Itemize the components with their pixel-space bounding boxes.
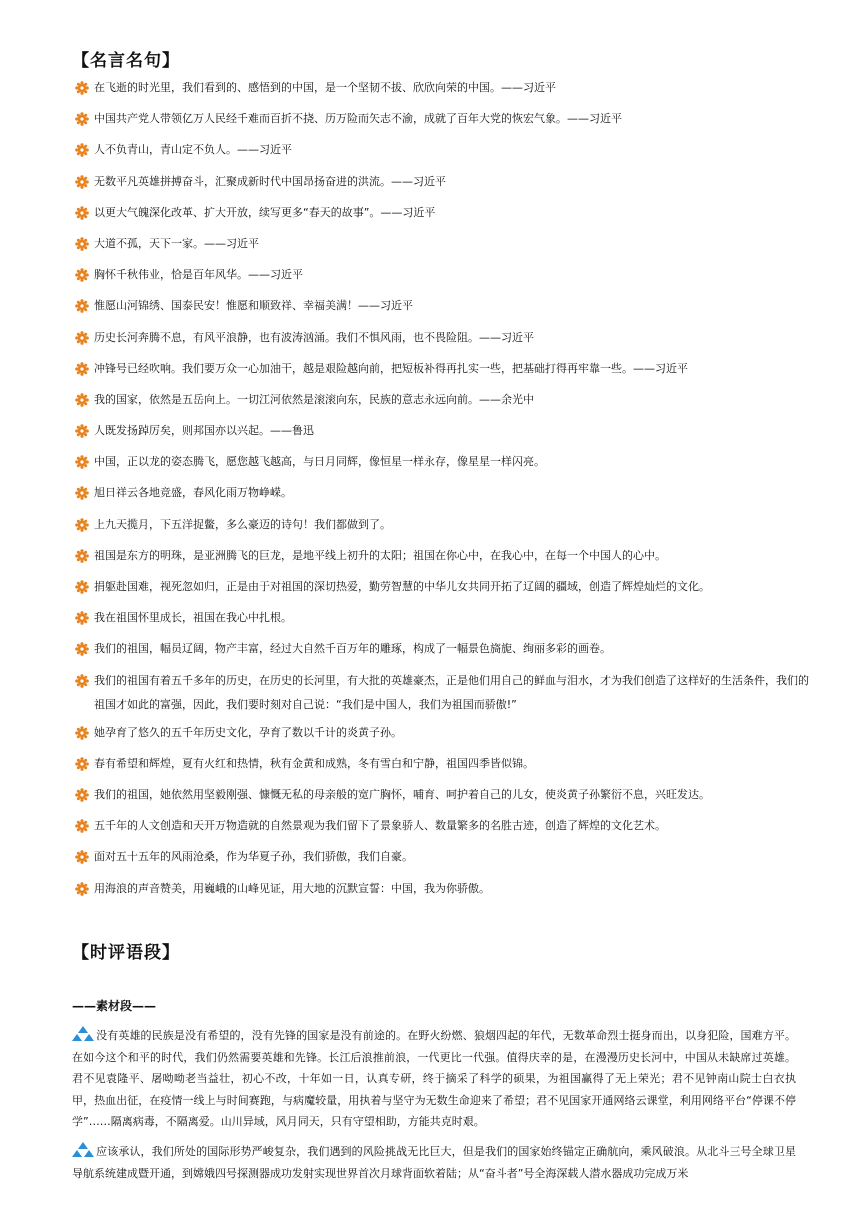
quote-text: 面对五十五年的风雨沧桑，作为华夏子孙，我们骄傲，我们自豪。 (94, 850, 413, 864)
quote-text: 惟愿山河锦绣、国泰民安！惟愿和顺致祥、幸福美满！——习近平 (94, 299, 413, 313)
quote-item (75, 388, 810, 419)
quote-item (75, 575, 810, 606)
quote-item (75, 481, 810, 512)
quote-item (75, 232, 810, 263)
quote-text: 五千年的人文创造和天开万物造就的自然景观为我们留下了景象骄人、数量繁多的名胜古迹，创造了辉煌的文化艺术。 (94, 819, 666, 833)
orange-gear-flower-icon (75, 299, 89, 313)
orange-gear-flower-icon (75, 362, 89, 376)
orange-gear-flower-icon (75, 237, 89, 251)
quote-item (75, 606, 810, 637)
orange-gear-flower-icon (75, 112, 89, 126)
blue-triangle-cluster-icon (72, 1141, 94, 1158)
quote-text: 我们的祖国，幅员辽阔，物产丰富，经过大自然千百万年的雕琢，构成了一幅景色旖旎、绚丽多彩的画卷。 (94, 642, 611, 656)
quote-text: 人既发扬踔厉矣，则邦国亦以兴起。——鲁迅 (94, 424, 314, 438)
quote-item (75, 201, 810, 232)
orange-gear-flower-icon (75, 518, 89, 532)
quote-item (75, 752, 810, 783)
quote-text: 我们的祖国有着五千多年的历史，在历史的长河里，有大批的英雄豪杰，正是他们用自己的鲜血与泪水，才为我们创造了这样好的生活条件，我们的祖国才如此的富强，因此，我们要时刻对自己说：“我们是中国人，我们为祖国而骄傲!” (94, 673, 809, 711)
quote-item (75, 76, 810, 107)
orange-gear-flower-icon (75, 850, 89, 864)
quote-item (75, 845, 810, 876)
quote-item (75, 544, 810, 575)
section-title-quotes: 【名言名句】 (72, 51, 180, 71)
orange-gear-flower-icon (75, 81, 89, 95)
quote-text: 春有希望和辉煌，夏有火红和热情，秋有金黄和成熟，冬有雪白和宁静，祖国四季皆似锦。 (94, 756, 534, 770)
quote-item (75, 326, 810, 357)
section-title-commentary: 【时评语段】 (72, 943, 180, 963)
orange-gear-flower-icon (75, 674, 89, 688)
blue-triangle-cluster-icon (72, 1025, 94, 1042)
quote-text: 胸怀千秋伟业，恰是百年风华。——习近平 (94, 268, 303, 282)
paragraph-text: 应该承认，我们所处的国际形势严峻复杂，我们遇到的风险挑战无比巨大，但是我们的国家始终锚定正确航向，乘风破浪。从北斗三号全球卫星导航系统建成暨开通，到嫦娥四号探测器成功发射实现世界首次月球背面软着陆；从“奋斗者”号全海深载人潜水器成功完成万米 (72, 1145, 796, 1180)
quote-item (75, 877, 810, 908)
quote-item (75, 783, 810, 814)
orange-gear-flower-icon (75, 819, 89, 833)
paragraph-text: 没有英雄的民族是没有希望的，没有先锋的国家是没有前途的。在野火纷燃、狼烟四起的年代，无数革命烈士挺身而出，以身犯险，国难方平。在如今这个和平的时代，我们仍然需要英雄和先锋。长江后浪推前浪，一代更比一代强。值得庆幸的是，在漫漫历史长河中，中国从未缺席过英雄。君不见袁隆平、屠呦呦老当益壮，初心不改，十年如一日，认真专研，终于摘采了科学的硕果，为祖国赢得了无上荣光；君不见钟南山院士白衣执甲，热血出征，在疫情一线上与时间赛跑，与病魔较量，用执着与坚守为无数生命迎来了希望；君不见国家开通网络云课堂，利用网络平台“停课不停学”……隔离病毒，不隔离爱。山川异域，风月同天，只有守望相助，方能共克时艰。 (72, 1029, 796, 1129)
quote-item (75, 513, 810, 544)
orange-gear-flower-icon (75, 726, 89, 740)
quote-item (75, 721, 810, 752)
quote-text: 人不负青山，青山定不负人。——习近平 (94, 143, 292, 157)
quote-item (75, 138, 810, 169)
quote-item (75, 637, 810, 668)
quote-text: 我在祖国怀里成长，祖国在我心中扎根。 (94, 611, 292, 625)
material-paragraph (72, 1025, 796, 1133)
orange-gear-flower-icon (75, 580, 89, 594)
material-paragraph (72, 1141, 796, 1184)
orange-gear-flower-icon (75, 175, 89, 189)
quote-text: 以更大气魄深化改革、扩大开放，续写更多“春天的故事”。——习近平 (94, 205, 436, 219)
quote-text: 中国共产党人带领亿万人民经千难而百折不挠、历万险而矢志不渝，成就了百年大党的恢宏气象。——习近平 (94, 112, 622, 126)
quote-text: 在飞逝的时光里，我们看到的、感悟到的中国，是一个坚韧不拔、欣欣向荣的中国。——习近平 (94, 81, 556, 94)
quote-item (75, 419, 810, 450)
quote-text: 我的国家，依然是五岳向上。一切江河依然是滚滚向东，民族的意志永远向前。——余光中 (94, 392, 534, 406)
quote-list (75, 76, 810, 908)
quote-text: 用海浪的声音赞美，用巍峨的山峰见证，用大地的沉默宣誓：中国，我为你骄傲。 (94, 881, 490, 895)
quote-text: 大道不孤，天下一家。——习近平 (94, 236, 259, 250)
quote-text: 上九天揽月，下五洋捉鳖，多么豪迈的诗句！我们都做到了。 (94, 517, 391, 531)
quote-text: 我们的祖国，她依然用坚毅刚强、慷慨无私的母亲般的宽广胸怀，哺育、呵护着自己的儿女，使炎黄子孙繁衍不息，兴旺发达。 (94, 787, 710, 801)
quote-item (75, 294, 810, 325)
orange-gear-flower-icon (75, 757, 89, 771)
orange-gear-flower-icon (75, 549, 89, 563)
quote-item (75, 450, 810, 481)
quote-item (75, 263, 810, 294)
quote-text: 无数平凡英雄拼搏奋斗，汇聚成新时代中国昂扬奋进的洪流。——习近平 (94, 174, 446, 188)
orange-gear-flower-icon (75, 143, 89, 157)
orange-gear-flower-icon (75, 486, 89, 500)
quote-text: 中国，正以龙的姿态腾飞，愿您越飞越高，与日月同辉，像恒星一样永存，像星星一样闪亮。 (94, 455, 545, 469)
quote-item (75, 170, 810, 201)
material-label: ——素材段—— (72, 999, 157, 1013)
orange-gear-flower-icon (75, 788, 89, 802)
orange-gear-flower-icon (75, 642, 89, 656)
quote-text: 捐躯赴国难，视死忽如归，正是由于对祖国的深切热爱，勤劳智慧的中华儿女共同开拓了辽阔的疆域，创造了辉煌灿烂的文化。 (94, 580, 710, 593)
orange-gear-flower-icon (75, 611, 89, 625)
quote-text: 她孕育了悠久的五千年历史文化，孕育了数以千计的炎黄子孙。 (94, 725, 402, 739)
orange-gear-flower-icon (75, 424, 89, 438)
orange-gear-flower-icon (75, 393, 89, 407)
orange-gear-flower-icon (75, 206, 89, 220)
quote-text: 历史长河奔腾不息，有风平浪静，也有波涛汹涌。我们不惧风雨，也不畏险阻。——习近平 (94, 330, 534, 344)
quote-item (75, 357, 810, 388)
orange-gear-flower-icon (75, 268, 89, 282)
quote-text: 祖国是东方的明珠，是亚洲腾飞的巨龙，是地平线上初升的太阳；祖国在你心中，在我心中，在每一个中国人的心中。 (94, 548, 666, 562)
quote-text: 旭日祥云各地竞盛，春风化雨万物峥嵘。 (94, 486, 292, 500)
quote-text: 冲锋号已经吹响。我们要万众一心加油干，越是艰险越向前，把短板补得再扎实一些，把基础打得再牢靠一些。——习近平 (94, 361, 688, 375)
orange-gear-flower-icon (75, 331, 89, 345)
orange-gear-flower-icon (75, 455, 89, 469)
orange-gear-flower-icon (75, 882, 89, 896)
quote-item (75, 669, 810, 721)
quote-item (75, 107, 810, 138)
quote-item (75, 814, 810, 845)
